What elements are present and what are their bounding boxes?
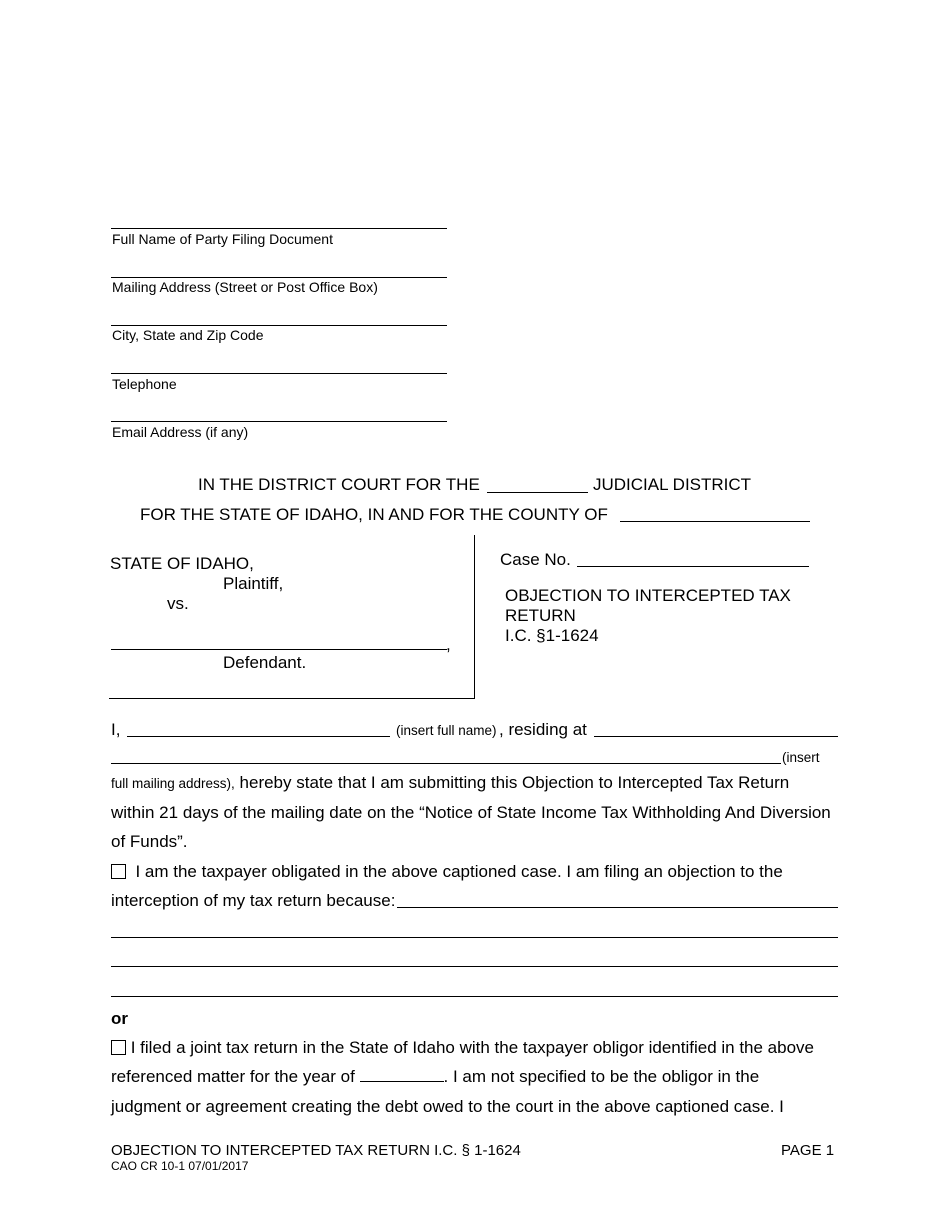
option-2-line2-suffix: . I am not specified to be the obligor in the: [443, 1067, 760, 1086]
court-header-line2-prefix: FOR THE STATE OF IDAHO, IN AND FOR THE COUNTY OF: [140, 505, 608, 524]
statement-text-1: hereby state that I am submitting this Objection to Intercepted Tax Return: [234, 773, 790, 792]
option-2-line1-row: [111, 1033, 814, 1062]
footer-title: OBJECTION TO INTERCEPTED TAX RETURN I.C. § 1-1624: [111, 1142, 521, 1159]
case-number-label: Case No.: [500, 550, 571, 569]
footer-page-number: PAGE 1: [781, 1142, 835, 1159]
option-1-line1-row: [111, 857, 783, 886]
telephone-line[interactable]: [111, 373, 447, 374]
or-label: or: [111, 1009, 128, 1028]
statement-text-3: of Funds”.: [111, 832, 188, 851]
caption-divider: [474, 535, 475, 699]
insert-address-hint-2: full mailing address),: [111, 776, 235, 791]
statute-reference: I.C. §1-1624: [505, 626, 599, 645]
option-2-line1: I filed a joint tax return in the State of Idaho with the taxpayer obligor identified in the above: [130, 1038, 814, 1057]
versus-label: vs.: [167, 594, 189, 613]
tax-year-blank[interactable]: [360, 1067, 444, 1082]
full-name-blank[interactable]: [127, 736, 390, 737]
document-title-line2: RETURN: [505, 606, 576, 625]
taxpayer-obligated-checkbox[interactable]: [111, 864, 126, 879]
full-name-line[interactable]: [111, 228, 447, 229]
statement-paragraph-line1: [111, 768, 789, 798]
statement-text-2: within 21 days of the mailing date on the “Notice of State Income Tax Withholding And Diversion: [111, 803, 831, 822]
residing-at-label: , residing at: [499, 720, 587, 739]
defendant-comma: ,: [446, 635, 451, 654]
insert-full-name-hint: (insert full name): [396, 723, 497, 738]
option-1-line1: I am the taxpayer obligated in the above captioned case. I am filing an objection to the: [135, 862, 783, 881]
option-1-line2: interception of my tax return because:: [111, 891, 396, 910]
defendant-label: Defendant.: [223, 653, 307, 672]
statement-i: I,: [111, 720, 121, 739]
court-header-line1-prefix: IN THE DISTRICT COURT FOR THE: [198, 475, 480, 494]
case-number-blank[interactable]: [577, 566, 809, 567]
footer-form-code: CAO CR 10-1 07/01/2017: [111, 1159, 249, 1173]
telephone-label: Telephone: [112, 376, 177, 392]
objection-reason-blank-1[interactable]: [397, 907, 838, 908]
joint-return-checkbox[interactable]: [111, 1040, 126, 1055]
court-header-line1-suffix: JUDICIAL DISTRICT: [593, 475, 752, 494]
city-state-zip-label: City, State and Zip Code: [112, 327, 264, 343]
caption-bottom-rule: [109, 698, 475, 699]
email-line[interactable]: [111, 421, 447, 422]
objection-reason-blank-3[interactable]: [111, 966, 838, 967]
full-name-label: Full Name of Party Filing Document: [112, 231, 333, 247]
objection-reason-blank-4[interactable]: [111, 996, 838, 997]
option-2-line3: judgment or agreement creating the debt owed to the court in the above captioned case. I: [111, 1097, 784, 1116]
residing-address-blank[interactable]: [594, 736, 838, 737]
objection-reason-blank-2[interactable]: [111, 937, 838, 938]
plaintiff-label: Plaintiff,: [223, 574, 284, 593]
option-2-line2-row: [111, 1062, 759, 1091]
judicial-district-blank[interactable]: [487, 492, 588, 493]
county-blank[interactable]: [620, 521, 810, 522]
mailing-address-line[interactable]: [111, 277, 447, 278]
email-label: Email Address (if any): [112, 424, 249, 440]
document-title-line1: OBJECTION TO INTERCEPTED TAX: [505, 586, 791, 605]
city-state-zip-line[interactable]: [111, 325, 447, 326]
insert-address-hint-1: (insert: [782, 750, 820, 765]
option-2-line2-prefix: referenced matter for the year of: [111, 1067, 355, 1086]
mailing-address-label: Mailing Address (Street or Post Office Box): [112, 279, 378, 295]
defendant-name-line[interactable]: [111, 649, 447, 650]
mailing-address-blank[interactable]: [111, 763, 781, 764]
plaintiff-name: STATE OF IDAHO,: [110, 554, 254, 573]
